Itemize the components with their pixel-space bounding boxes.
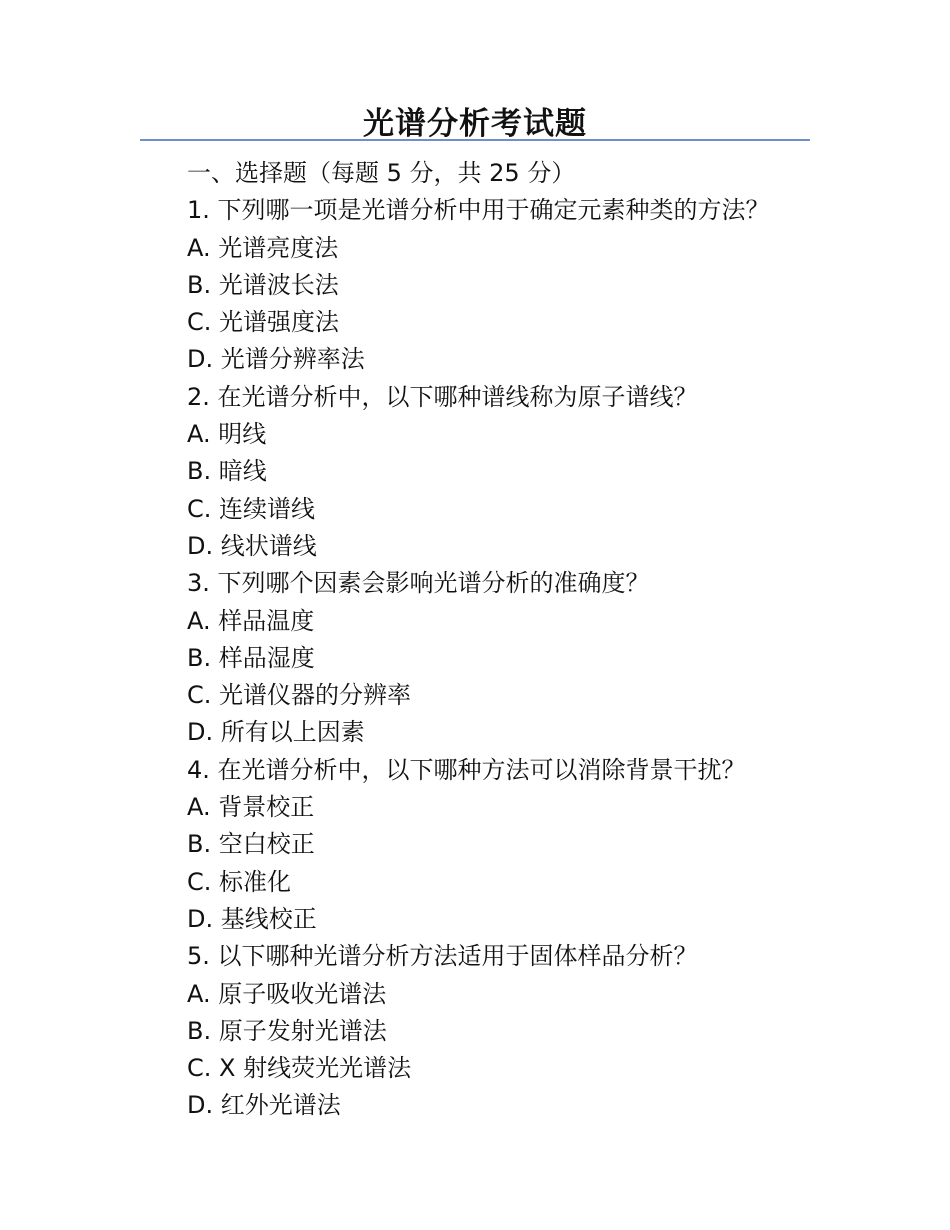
question-4-option-a: A. 背景校正	[187, 793, 315, 822]
question-5-option-c: C. X 射线荧光光谱法	[187, 1054, 412, 1083]
question-1-option-b: B. 光谱波长法	[187, 270, 339, 299]
question-1-stem: 1. 下列哪一项是光谱分析中用于确定元素种类的方法？	[187, 196, 770, 225]
question-5-option-b: B. 原子发射光谱法	[187, 1016, 387, 1045]
question-5-stem: 5. 以下哪种光谱分析方法适用于固体样品分析？	[187, 942, 698, 971]
question-2-option-a: A. 明线	[187, 420, 267, 449]
question-4-option-d: D. 基线校正	[187, 904, 317, 933]
title-underline	[140, 139, 810, 141]
question-4-option-c: C. 标准化	[187, 867, 292, 896]
question-5-option-a: A. 原子吸收光谱法	[187, 979, 387, 1008]
section-header: 一、选择题（每题 5 分，共 25 分）	[187, 159, 576, 187]
question-4-option-b: B. 空白校正	[187, 830, 315, 859]
question-2-option-b: B. 暗线	[187, 457, 267, 486]
document-body	[187, 155, 827, 1125]
question-4-stem: 4. 在光谱分析中，以下哪种方法可以消除背景干扰？	[187, 755, 746, 784]
question-1-option-a: A. 光谱亮度法	[187, 233, 339, 262]
question-3-option-a: A. 样品温度	[187, 606, 315, 635]
question-5-option-d: D. 红外光谱法	[187, 1091, 341, 1120]
question-3-stem: 3. 下列哪个因素会影响光谱分析的准确度？	[187, 569, 650, 598]
question-2-option-d: D. 线状谱线	[187, 531, 317, 560]
question-3-option-b: B. 样品湿度	[187, 643, 315, 672]
question-3-option-c: C. 光谱仪器的分辨率	[187, 681, 412, 710]
question-1-option-d: D. 光谱分辨率法	[187, 345, 365, 374]
question-2-option-c: C. 连续谱线	[187, 494, 316, 523]
document-title: 光谱分析考试题	[363, 106, 587, 142]
question-2-stem: 2. 在光谱分析中，以下哪种谱线称为原子谱线？	[187, 382, 698, 411]
question-1-option-c: C. 光谱强度法	[187, 308, 340, 337]
question-3-option-d: D. 所有以上因素	[187, 718, 365, 747]
